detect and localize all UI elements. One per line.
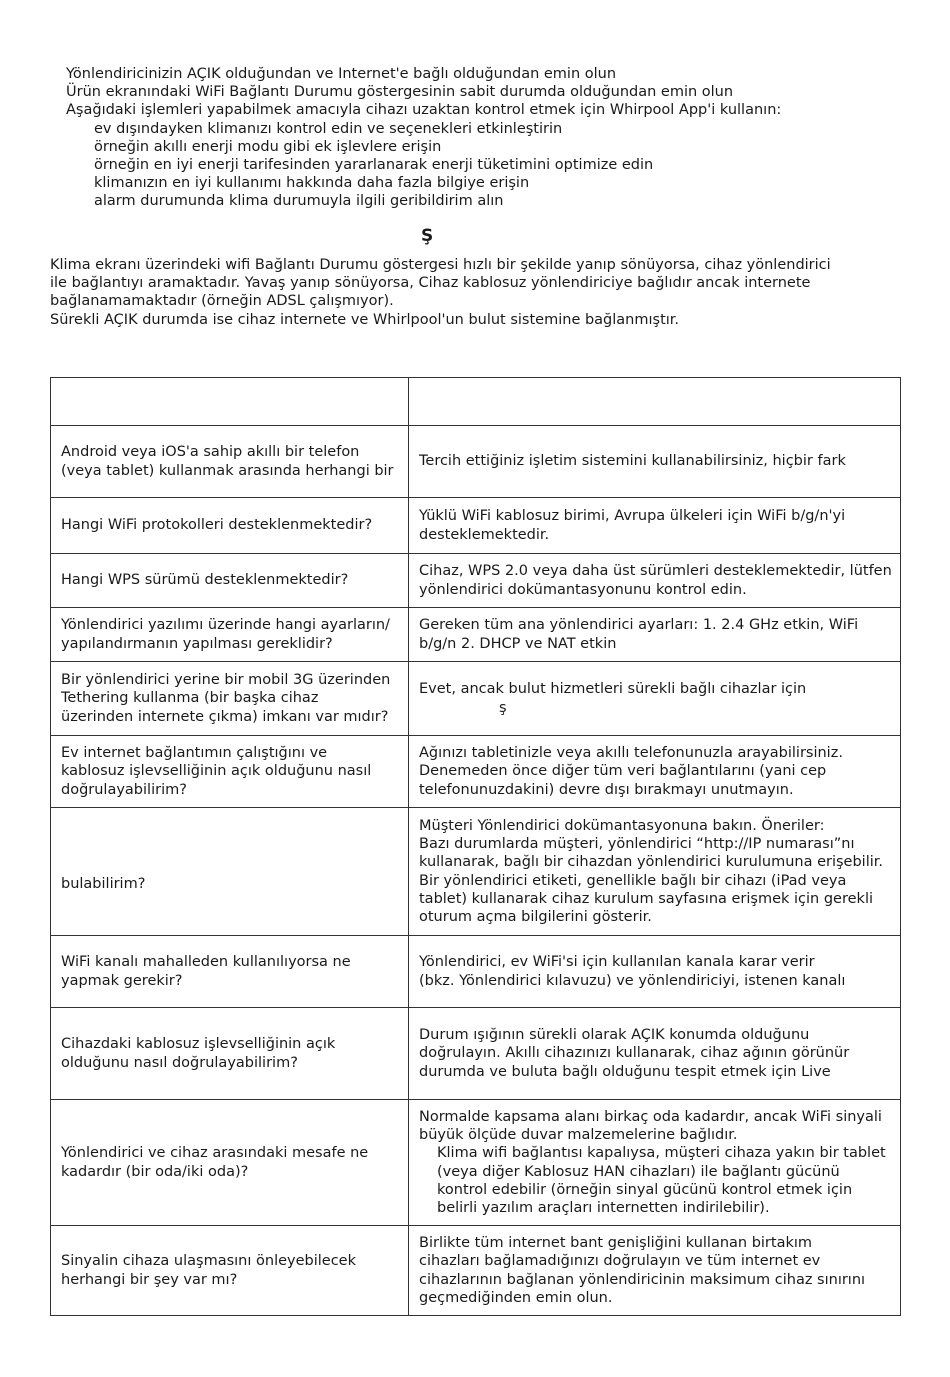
table-row [51,554,901,608]
question-line: Sinyalin cihaza ulaşmasını önleyebilecek [61,1253,356,1270]
faq-table [50,377,901,1316]
question-line: Yönlendirici ve cihaz arasındaki mesafe ne [61,1145,369,1162]
intro-line: Ürün ekranındaki WiFi Bağlantı Durumu göstergesinin sabit durumda olduğundan emin olun [66,84,734,101]
answer-line: Yönlendirici, ev WiFi'si için kullanılan kanala karar verir [419,954,815,971]
question-line: Yönlendirici yazılımı üzerinde hangi ayarların/ [61,617,390,634]
answer-line: Denemeden önce diğer tüm veri bağlantılarını (yani cep [419,763,827,780]
answer-line: cihazlarının bağlanan yönlendiricinin maksimum cihaz sınırını [419,1271,866,1288]
question-cell [51,426,409,498]
question-cell [51,1100,409,1226]
answer-line: Ağınızı tabletinizle veya akıllı telefonunuzla arayabilirsiniz. [419,745,843,762]
question-line: herhangi bir şey var mı? [61,1271,238,1288]
question-cell [51,662,409,736]
answer-line: durumda ve buluta bağlı olduğunu tespit etmek için Live [419,1063,831,1080]
question-line: yapmak gerekir? [61,972,183,989]
answer-line: yönlendirici dokümantasyonunu kontrol edin. [419,581,747,598]
intro-bullet: alarm durumunda klima durumuyla ilgili geribildirim alın [94,193,504,210]
question-line: kadardır (bir oda/iki oda)? [61,1163,249,1180]
header-answer-cell [409,378,901,426]
answer-indented-line: belirli yazılım araçları internetten indirilebilir). [437,1199,770,1216]
question-cell [51,1226,409,1316]
question-line: Cihazdaki kablosuz işlevselliğinin açık [61,1036,336,1053]
answer-line: tablet) kullanarak cihaz kurulum sayfasına erişmek için gerekli [419,890,873,907]
answer-line: Birlikte tüm internet bant genişliğini kullanan birtakım [419,1235,813,1252]
answer-line: b/g/n 2. DHCP ve NAT etkin [419,635,617,652]
intro-bullet: ev dışındayken klimanızı kontrol edin ve seçenekleri etkinleştirin [94,120,563,137]
question-line: Ev internet bağlantımın çalıştığını ve [61,745,328,762]
table-row [51,808,901,936]
question-line: Hangi WPS sürümü desteklenmektedir? [61,572,349,589]
answer-line: kullanarak, bağlı bir cihazdan yönlendirici kurulumuna erişebilir. [419,854,883,871]
question-line: doğrulayabilirim? [61,781,187,798]
question-cell [51,1008,409,1100]
question-line: Hangi WiFi protokolleri desteklenmektedir? [61,517,373,534]
question-line: olduğunu nasıl doğrulayabilirim? [61,1054,298,1071]
question-line: Android veya iOS'a sahip akıllı bir telefon [61,444,360,461]
answer-line: doğrulayın. Akıllı cihazınızı kullanarak, cihaz ağının görünür [419,1045,850,1062]
answer-line: Bir yönlendirici etiketi, genellikle bağlı bir cihazı (iPad veya [419,872,847,889]
status-line: Klima ekranı üzerindeki wifi Bağlantı Durumu göstergesi hızlı bir şekilde yanıp sönüyorsa, cihaz yönlendirici [50,257,831,273]
intro-line: Yönlendiricinizin AÇIK olduğundan ve Internet'e bağlı olduğundan emin olun [66,66,617,82]
table-header-row [51,378,901,426]
answer-cell [409,936,901,1008]
answer-line: (bkz. Yönlendirici kılavuzu) ve yönlendiriciyi, istenen kanalı [419,972,846,989]
answer-line: Durum ışığının sürekli olarak AÇIK konumda olduğunu [419,1027,810,1044]
status-block [50,256,920,329]
intro-line: Aşağıdaki işlemleri yapabilmek amacıyla cihazı uzaktan kontrol etmek için Whirpool App'i kullanın: [66,102,782,119]
answer-cell [409,1100,901,1226]
answer-line: Evet, ancak bulut hizmetleri sürekli bağlı cihazlar için [419,681,807,698]
answer-cell [409,1008,901,1100]
answer-line: telefonunuzdakini) devre dışı bırakmayı unutmayın. [419,781,794,798]
status-line: ile bağlantıyı aramaktadır. Yavaş yanıp sönüyorsa, Cihaz kablosuz yönlendiriciye bağlıdır ancak internete [50,275,811,292]
answer-line: geçmediğinden emin olun. [419,1289,613,1306]
table-row [51,608,901,662]
answer-line: Tercih ettiğiniz işletim sistemini kullanabilirsiniz, hiçbir fark [419,453,846,470]
question-line: Tethering kullanma (bir başka cihaz [61,690,319,707]
question-cell [51,554,409,608]
answer-cell [409,554,901,608]
answer-indented-line: Klima wifi bağlantısı kapalıysa, müşteri cihaza yakın bir tablet [437,1145,886,1162]
answer-cell [409,736,901,808]
answer-cell [409,426,901,498]
intro-bullet: örneğin en iyi enerji tarifesinden yararlanarak enerji tüketimini optimize edin [94,157,654,174]
question-line: WiFi kanalı mahalleden kullanılıyorsa ne [61,954,351,971]
table-row [51,498,901,554]
question-line: bulabilirim? [61,875,146,892]
question-cell [51,498,409,554]
answer-cell [409,662,901,736]
table-row [51,662,901,736]
question-line: üzerinden internete çıkma) imkanı var mıdır? [61,708,389,725]
table-row [51,936,901,1008]
answer-line: Müşteri Yönlendirici dokümantasyonuna bakın. Öneriler: [419,817,825,834]
answer-line: Bazı durumlarda müşteri, yönlendirici “http://IP numarası”nı [419,836,855,853]
question-line: kablosuz işlevselliğinin açık olduğunu nasıl [61,763,372,780]
answer-cell [409,808,901,936]
intro-bullet: klimanızın en iyi kullanımı hakkında daha fazla bilgiye erişin [94,175,530,192]
intro-bullet: örneğin akıllı enerji modu gibi ek işlevlere erişin [94,138,442,155]
answer-indented-line: kontrol edebilir (örneğin sinyal gücünü kontrol etmek için [437,1181,853,1198]
answer-mark: ş [499,699,507,716]
question-cell [51,936,409,1008]
table-row [51,736,901,808]
answer-line: büyük ölçüde duvar malzemelerine bağlıdır. [419,1127,738,1144]
intro-block [66,65,906,211]
answer-line: Yüklü WiFi kablosuz birimi, Avrupa ülkeleri için WiFi b/g/n'yi [419,508,846,525]
question-cell [51,808,409,936]
header-question-cell [51,378,409,426]
table-row [51,1008,901,1100]
table-row [51,426,901,498]
question-line: yapılandırmanın yapılması gereklidir? [61,635,333,652]
answer-line: desteklemektedir. [419,526,550,543]
status-line: bağlanamamaktadır (örneğin ADSL çalışmıyor). [50,293,394,310]
answer-indented-line: (veya diğer Kablosuz HAN cihazları) ile bağlantı gücünü [437,1163,840,1180]
section-heading: Ş [421,226,434,246]
answer-line: cihazları bağlamadığınızı doğrulayın ve tüm internet ev [419,1253,821,1270]
question-cell [51,736,409,808]
answer-line: Cihaz, WPS 2.0 veya daha üst sürümleri desteklemektedir, lütfen [419,563,892,580]
table-row [51,1100,901,1226]
answer-cell [409,608,901,662]
question-line: Bir yönlendirici yerine bir mobil 3G üzerinden [61,672,391,689]
status-line: Sürekli AÇIK durumda ise cihaz internete ve Whirlpool'un bulut sistemine bağlanmıştır. [50,311,680,328]
question-cell [51,608,409,662]
answer-line: Normalde kapsama alanı birkaç oda kadardır, ancak WiFi sinyali [419,1108,882,1125]
question-line: (veya tablet) kullanmak arasında herhangi bir [61,462,394,479]
answer-line: Gereken tüm ana yönlendirici ayarları: 1. 2.4 GHz etkin, WiFi [419,617,859,634]
answer-cell [409,1226,901,1316]
answer-cell [409,498,901,554]
table-row [51,1226,901,1316]
answer-line: oturum açma bilgilerini gösterir. [419,908,652,925]
